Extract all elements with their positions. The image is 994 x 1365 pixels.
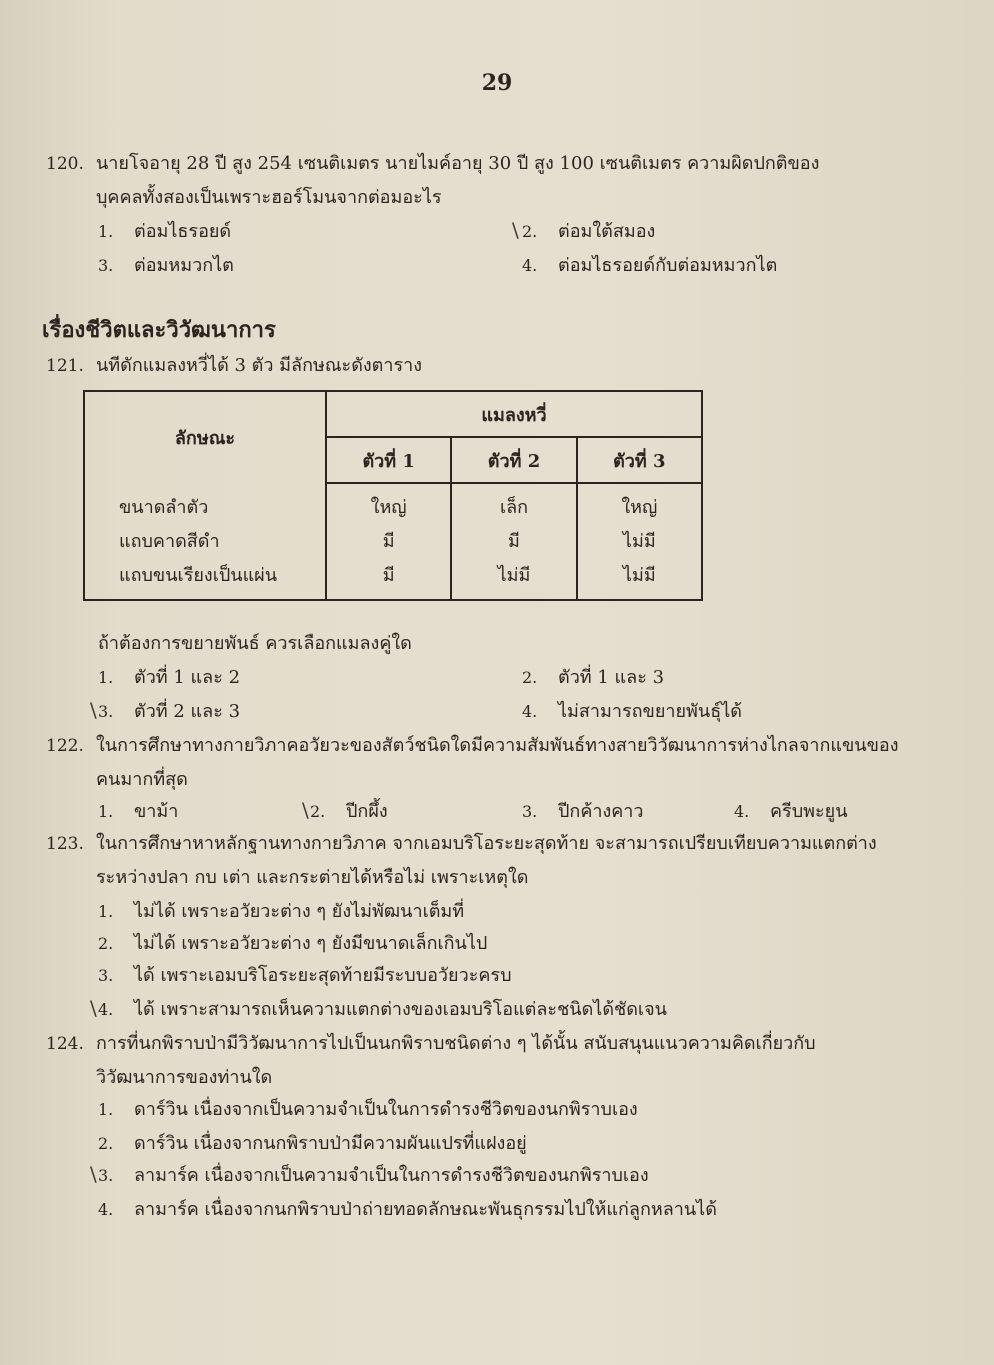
question-121-prompt: ถ้าต้องการขยายพันธ์ ควรเลือกแมลงคู่ใด [98, 633, 412, 654]
q122-option-1: 1. ขาม้า [98, 801, 179, 822]
q123-option-3: 3. ได้ เพราะเอมบริโอระยะสุดท้ายมีระบบอวัยวะครบ [98, 965, 512, 986]
q124-option-3: 3. ลามาร์ค เนื่องจากเป็นความจำเป็นในการดำรงชีวิตของนกพิราบเอง [98, 1165, 649, 1186]
q122-option-2: 2. ปีกผึ้ง [310, 801, 388, 822]
question-number-124: 124. [46, 1034, 84, 1054]
table-cell: ไม่มี [622, 530, 656, 552]
table-cell: ไม่มี [497, 564, 531, 586]
q124-option-1: 1. ดาร์วิน เนื่องจากเป็นความจำเป็นในการดำรงชีวิตของนกพิราบเอง [98, 1099, 638, 1120]
question-number-120: 120. [46, 154, 84, 174]
answer-check-mark: \ [302, 798, 309, 822]
table-cell: มี [508, 530, 520, 552]
question-122-line-2: คนมากที่สุด [96, 769, 188, 790]
table-row-labels [84, 483, 326, 600]
q124-option-2: 2. ดาร์วิน เนื่องจากนกพิราบป่ามีความผันแปรที่แฝงอยู่ [98, 1133, 527, 1154]
table-cell: มี [382, 530, 395, 552]
question-123-line-2: ระหว่างปลา กบ เต่า และกระต่ายได้หรือไม่ เพราะเหตุใด [96, 867, 529, 888]
table-header-flies: แมลงหวี่ [326, 391, 702, 437]
q121-option-3: 3. ตัวที่ 2 และ 3 [98, 701, 241, 722]
q124-option-4: 4. ลามาร์ค เนื่องจากนกพิราบป่าถ่ายทอดลักษณะพันธุกรรมไปให้แก่ลูกหลานได้ [98, 1199, 717, 1220]
q121-option-1: 1. ตัวที่ 1 และ 2 [98, 667, 241, 688]
table-subheader-2: ตัวที่ 2 [451, 437, 576, 483]
question-124-line-2: วิวัฒนาการของท่านใด [96, 1067, 273, 1088]
table-cell: ใหญ่ [621, 496, 658, 518]
answer-check-mark: \ [512, 218, 519, 242]
q120-option-2: 2. ต่อมใต้สมอง [522, 221, 656, 242]
table-cell: เล็ก [499, 496, 529, 518]
answer-check-mark: \ [90, 996, 97, 1020]
q122-option-3: 3. ปีกค้างคาว [522, 801, 644, 822]
row-label-2: แถบคาดสีดำ [119, 530, 220, 552]
table-cell: ไม่มี [622, 564, 656, 586]
q121-option-4: 4. ไม่สามารถขยายพันธุ์ได้ [522, 701, 742, 722]
question-121-line-1: นทีดักแมลงหวี่ได้ 3 ตัว มีลักษณะดังตาราง [96, 355, 423, 376]
page-number: 29 [481, 70, 513, 96]
q121-option-2: 2. ตัวที่ 1 และ 3 [522, 667, 665, 688]
q123-option-2: 2. ไม่ได้ เพราะอวัยวะต่าง ๆ ยังมีขนาดเล็กเกินไป [98, 933, 488, 954]
question-number-121: 121. [46, 356, 84, 376]
table-column-3 [577, 483, 702, 600]
row-label-1: ขนาดลำตัว [119, 496, 209, 518]
question-number-123: 123. [46, 834, 84, 854]
q120-option-3: 3. ต่อมหมวกไต [98, 255, 234, 276]
section-heading: เรื่องชีวิตและวิวัฒนาการ [42, 317, 276, 343]
question-number-122: 122. [46, 736, 84, 756]
question-120-line-2: บุคคลทั้งสองเป็นเพราะฮอร์โมนจากต่อมอะไร [96, 187, 442, 208]
question-122-line-1: ในการศึกษาทางกายวิภาคอวัยวะของสัตว์ชนิดใดมีความสัมพันธ์ทางสายวิวัฒนาการห่างไกลจากแขนของ [96, 735, 899, 756]
question-123-line-1: ในการศึกษาหาหลักฐานทางกายวิภาค จากเอมบริโอระยะสุดท้าย จะสามารถเปรียบเทียบความแตกต่าง [96, 833, 877, 854]
table-subheader-1: ตัวที่ 1 [326, 437, 451, 483]
table-column-2 [451, 483, 576, 600]
question-120-line-1: นายโจอายุ 28 ปี สูง 254 เซนติเมตร นายไมค์อายุ 30 ปี สูง 100 เซนติเมตร ความผิดปกติของ [96, 153, 820, 174]
table-header-traits: ลักษณะ [84, 391, 326, 483]
q120-option-1: 1. ต่อมไธรอยด์ [98, 221, 232, 242]
traits-table [83, 390, 703, 601]
table-column-1 [326, 483, 451, 600]
q123-option-4: 4. ได้ เพราะสามารถเห็นความแตกต่างของเอมบริโอแต่ละชนิดได้ชัดเจน [98, 999, 667, 1020]
row-label-3: แถบขนเรียงเป็นแผ่น [119, 564, 278, 586]
q123-option-1: 1. ไม่ได้ เพราะอวัยวะต่าง ๆ ยังไม่พัฒนาเต็มที่ [98, 901, 465, 922]
answer-check-mark: \ [90, 1162, 97, 1186]
table-cell: ใหญ่ [370, 496, 407, 518]
q122-option-4: 4. ครีบพะยูน [734, 801, 848, 822]
question-124-line-1: การที่นกพิราบป่ามีวิวัฒนาการไปเป็นนกพิราบชนิดต่าง ๆ ได้นั้น สนับสนุนแนวความคิดเกี่ยวกับ [96, 1033, 816, 1054]
table-cell: มี [382, 564, 395, 586]
table-subheader-3: ตัวที่ 3 [577, 437, 702, 483]
q120-option-4: 4. ต่อมไธรอยด์กับต่อมหมวกไต [522, 255, 778, 276]
answer-check-mark: \ [90, 698, 97, 722]
